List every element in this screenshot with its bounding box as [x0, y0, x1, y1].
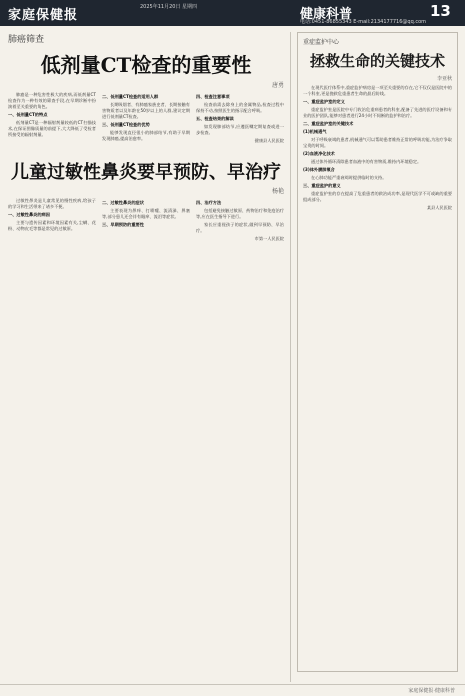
para: 低剂量CT是一种辐射剂量较低的CT扫描技术,在保证图像质量的前提下,大大降低了受检者所接受的辐射剂量。: [8, 120, 96, 137]
para: 对于呼吸衰竭的患者,机械通气可以帮助患者维持正常的呼吸功能,为治疗争取宝贵的时间。: [303, 137, 452, 148]
subheading: (3)体外膜肺氧合: [303, 167, 335, 172]
para: 如发现肺部结节,应遵医嘱定期复查或进一步检查。: [196, 124, 284, 135]
article1-author: 唐勇: [271, 82, 284, 89]
right-body: [303, 85, 452, 211]
para: 在现代医疗体系中,重症监护病房是一项至关重要的存在,它不仅仅是医院中的一个科室,更是挽救危重患者生命的最后防线。: [303, 85, 452, 96]
right-title: 拯救生命的关键技术: [309, 52, 445, 70]
page-number: 13: [430, 2, 451, 20]
subheading: 三、重症监护的意义: [303, 183, 341, 188]
article2-author: 杨艳: [271, 188, 284, 195]
subheading: 二、过敏性鼻炎的症状: [102, 200, 144, 205]
subheading: 四、检查注意事项: [196, 94, 230, 99]
para: 长期吸烟者、有肺癌家族史者、长期接触有害物质者以及年龄在50岁以上的人群,建议定期进行低剂量CT检查。: [102, 102, 190, 119]
para: 在心肺功能严重衰竭时提供临时的支持。: [311, 175, 387, 180]
article1-col3: [196, 92, 284, 146]
para: 家长应重视孩子的症状,做到早预防、早治疗。: [196, 222, 284, 233]
left-column: [8, 32, 284, 682]
article2-title: 儿童过敏性鼻炎要早预防、早治疗: [11, 162, 281, 183]
subheading: 三、低剂量CT检查的优势: [102, 122, 150, 127]
article1-body: [8, 92, 284, 146]
para: 重症监护室是医院中专门收治危重病患者的科室,配备了先进的医疗设备和专业的医护团队,能够对患者进行24小时不间断的监护和治疗。: [303, 107, 452, 118]
subheading: 四、治疗方法: [196, 200, 222, 205]
para: 通过体外循环清除患者血液中的有害物质,维持内环境稳定。: [311, 159, 422, 164]
para: 检查前需去除身上的金属物品,检查过程中保持不动,按照医生的指示配合呼吸。: [196, 102, 284, 113]
icu-article: [297, 32, 458, 672]
source: 市第一人民医院: [254, 236, 284, 241]
page-header: [0, 0, 465, 26]
section-title: 健康科普: [300, 7, 353, 22]
para: 包括避免接触过敏原、药物治疗和免疫治疗等,应在医生指导下进行。: [196, 208, 284, 219]
para: 主要与遗传因素和环境因素有关,尘螨、花粉、动物皮毛等都是常见的过敏原。: [8, 220, 96, 231]
para: 过敏性鼻炎是儿童常见的慢性疾病,给孩子的学习和生活带来了诸多不便。: [8, 198, 96, 209]
article2-col2: [102, 198, 190, 244]
para: 能够发现直径很小的肺部结节,有助于早期发现肺癌,提高治愈率。: [102, 130, 190, 141]
right-kicker: 重症监护中心: [303, 39, 340, 46]
article2-body: [8, 198, 284, 244]
page-footer: 家庭保健报·健康科普: [0, 684, 465, 696]
para: 主要表现为鼻痒、打喷嚏、流清涕、鼻塞等,部分患儿还会伴有眼痒、流泪等症状。: [102, 208, 190, 219]
article1-col2: [102, 92, 190, 146]
para: 重症监护室的存在提高了危重患者的救治成功率,是现代医学不可或缺的重要组成部分。: [303, 191, 452, 202]
subheading: 二、重症监护室的关键技术: [303, 121, 354, 126]
subheading: 一、低剂量CT的特点: [8, 112, 48, 117]
source: 某县人民医院: [426, 205, 452, 210]
article2-col1: [8, 198, 96, 244]
subheading: 三、早期预防的重要性: [102, 222, 144, 227]
subheading: 一、重症监护室的定义: [303, 99, 345, 104]
article2-col3: [196, 198, 284, 244]
para: 肺癌是一种危害性极大的疾病,而低剂量CT检查作为一种有效的筛查手段,在早期诊断中扮演着至关重要的角色。: [8, 92, 96, 109]
subheading: 一、过敏性鼻炎的病因: [8, 212, 50, 217]
article1-col1: [8, 92, 96, 146]
masthead-title: 家庭保健报: [8, 8, 79, 23]
article1-title: 低剂量CT检查的重要性: [40, 53, 252, 77]
right-column: [290, 32, 458, 682]
source: 健康县人民医院: [254, 138, 284, 143]
kicker: 肺癌筛查: [8, 35, 45, 45]
subheading: (1)机械通气: [303, 129, 327, 134]
masthead-date: 2025年11月20日 星期四: [140, 4, 198, 10]
subheading: (2)血液净化技术: [303, 151, 335, 156]
subheading: 二、低剂量CT检查的适用人群: [102, 94, 159, 99]
subheading: 五、检查结果的解读: [196, 116, 234, 121]
right-author: 李亚秋: [436, 76, 452, 82]
contact-info: 电话:0451-86855343 E-mail:2134177716@qq.com: [300, 19, 427, 25]
